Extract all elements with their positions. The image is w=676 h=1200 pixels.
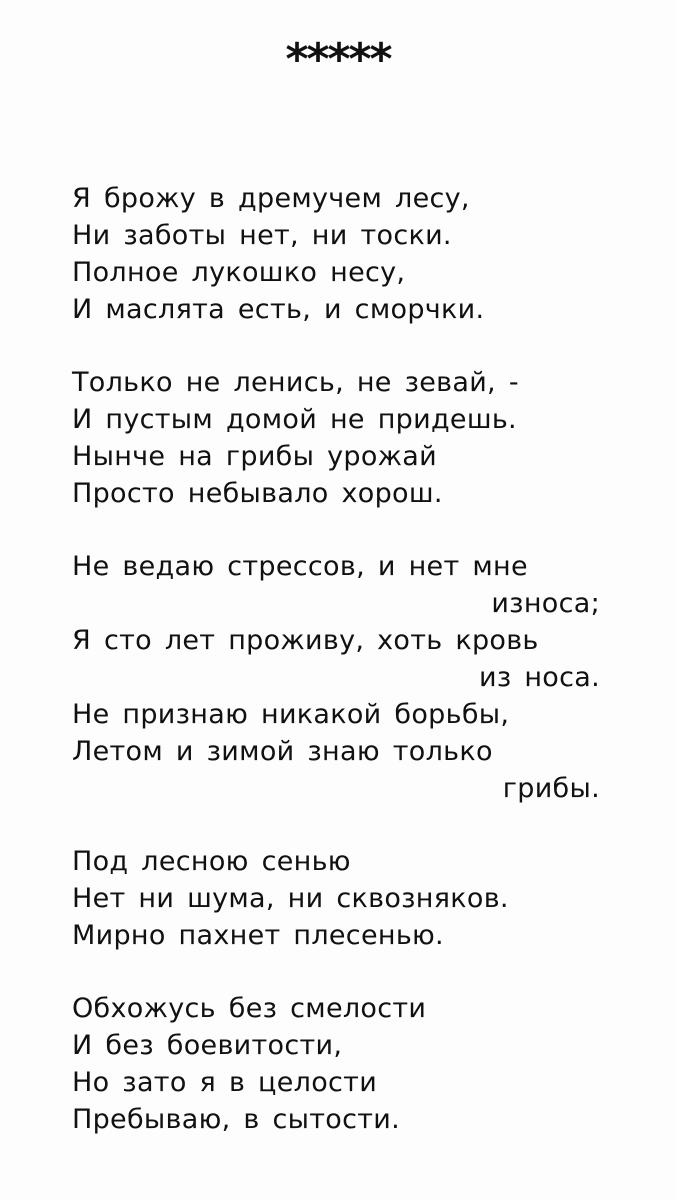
poem-line: Не признаю никакой борьбы, — [72, 699, 510, 730]
poem-line: Не ведаю стрессов, и нет мне — [72, 551, 528, 582]
poem-line: И пустым домой не придешь. — [72, 404, 517, 435]
poem-line: Полное лукошко несу, — [72, 257, 406, 288]
poem-line-continuation: грибы. — [502, 773, 600, 804]
stanza-divider — [72, 328, 600, 364]
poem-line-continuation: износа; — [491, 588, 600, 619]
stanza-1 — [72, 180, 600, 328]
poem-line: Нет ни шума, ни сквозняков. — [72, 883, 509, 914]
poem-title: ***** — [285, 34, 391, 85]
poem-line: Под лесною сенью — [72, 846, 351, 877]
poem-line: Летом и зимой знаю только — [72, 736, 493, 767]
poem-line-continuation: из носа. — [478, 662, 600, 693]
poem-line: Нынче на грибы урожай — [72, 441, 437, 472]
poem-line: Мирно пахнет плесенью. — [72, 920, 444, 951]
poem-line: Просто небывало хорош. — [72, 478, 443, 509]
poem-line: Ни заботы нет, ни тоски. — [72, 220, 452, 251]
poem-line: Только не ленись, не зевай, - — [72, 367, 519, 398]
poem-line: И маслята есть, и сморчки. — [72, 294, 485, 325]
poem-line: Но зато я в целости — [72, 1067, 378, 1098]
stanza-divider — [72, 954, 600, 990]
poem-line: И без боевитости, — [72, 1030, 343, 1061]
poem-line: Я брожу в дремучем лесу, — [72, 183, 470, 214]
stanza-2 — [72, 364, 600, 512]
poem-line: Обхожусь без смелости — [72, 993, 427, 1024]
stanza-4 — [72, 843, 600, 954]
poem-body — [72, 180, 600, 1138]
stanza-divider — [72, 512, 600, 548]
poem-line: Я сто лет проживу, хоть кровь — [72, 625, 539, 656]
stanza-3 — [72, 548, 600, 807]
stanza-divider — [72, 807, 600, 843]
stanza-5 — [72, 990, 600, 1138]
poem-line: Пребываю, в сытости. — [72, 1104, 400, 1135]
